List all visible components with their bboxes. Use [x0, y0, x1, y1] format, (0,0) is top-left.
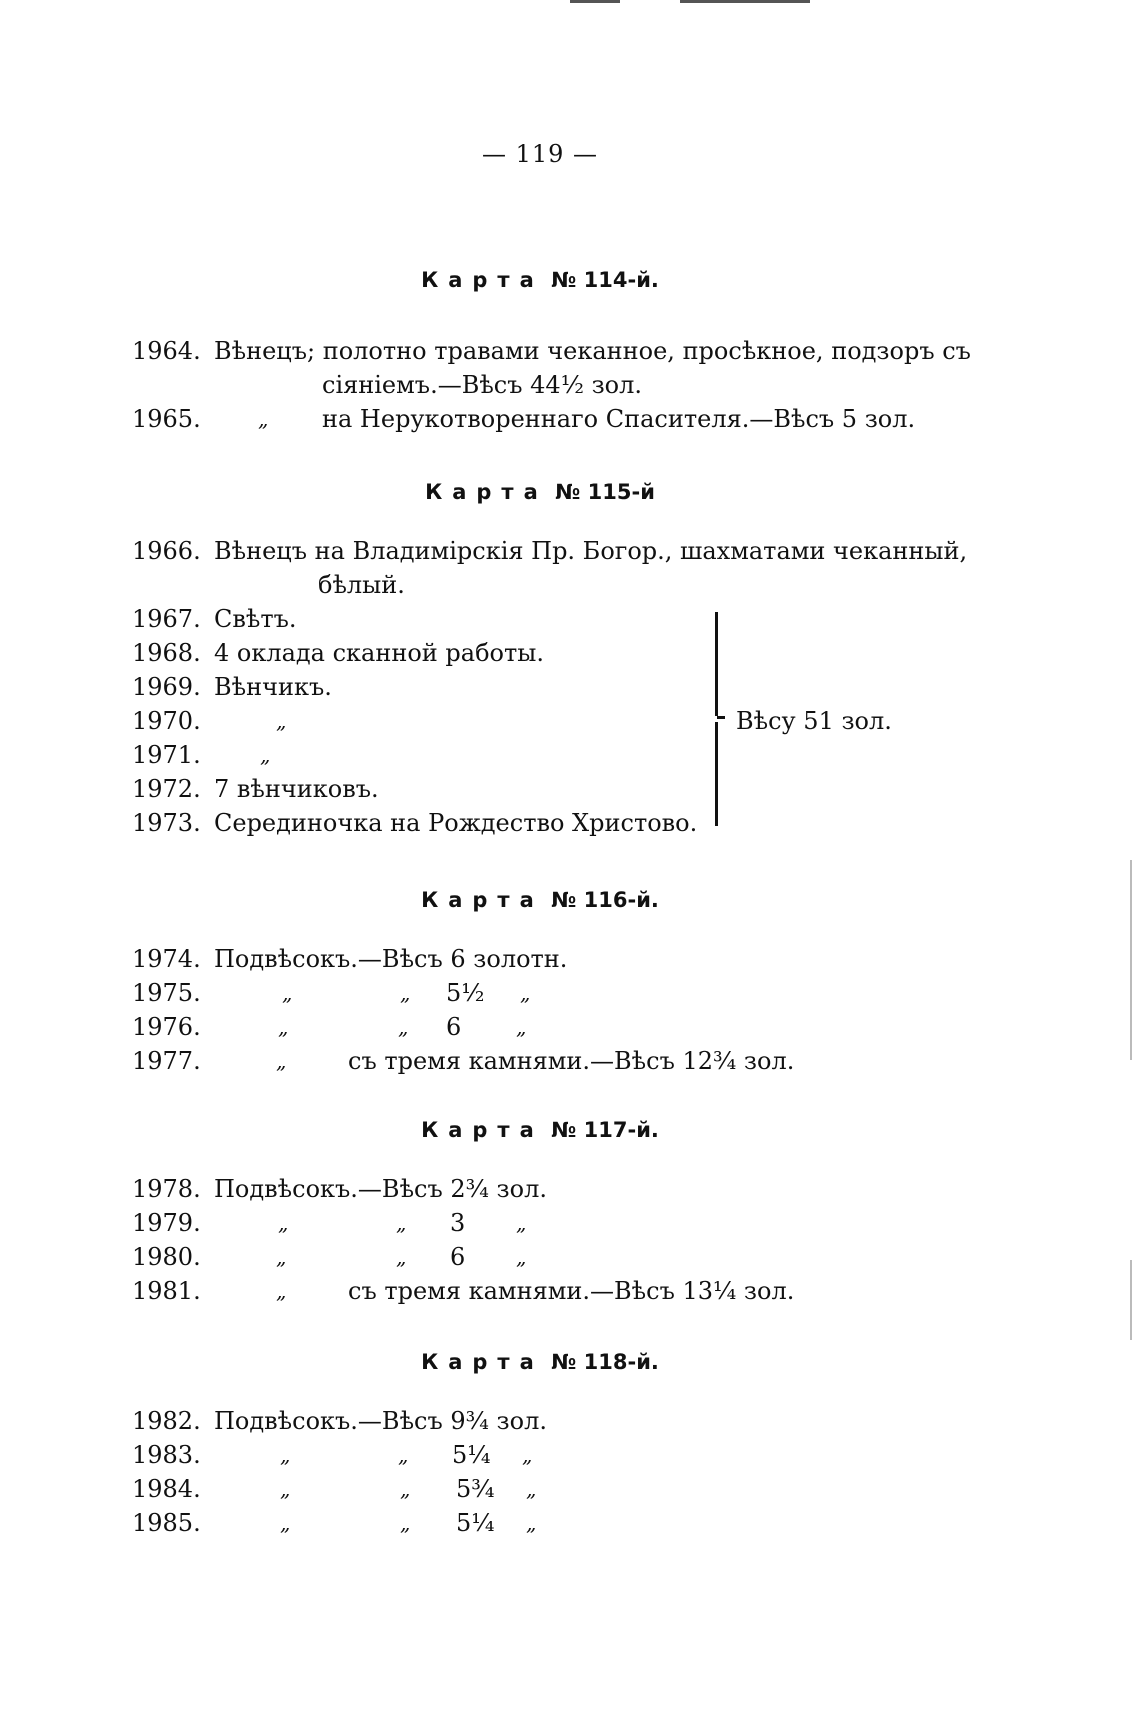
ditto-mark: „	[276, 1279, 287, 1303]
card-heading-117	[0, 1118, 1080, 1142]
ditto-mark: „	[400, 981, 411, 1005]
ditto-mark: „	[522, 1443, 533, 1467]
ditto-mark: „	[526, 1511, 537, 1535]
item-value: 6	[450, 1243, 466, 1271]
list-item	[0, 334, 1080, 368]
item-value: 5¼	[456, 1509, 495, 1537]
list-item-continuation	[0, 568, 1080, 602]
ditto-mark: „	[258, 407, 269, 431]
ditto-mark: „	[278, 1015, 289, 1039]
card-number: № 116-й.	[551, 888, 659, 912]
item-number: 1977.	[132, 1047, 201, 1075]
list-item	[0, 976, 1080, 1010]
brace-note	[0, 704, 1080, 738]
list-item	[0, 1274, 1080, 1308]
item-text: Свѣтъ.	[214, 605, 297, 633]
top-edge-mark	[680, 0, 810, 3]
ditto-mark: „	[276, 1049, 287, 1073]
list-item	[0, 738, 1080, 772]
ditto-mark: „	[400, 1477, 411, 1501]
item-number: 1980.	[132, 1243, 201, 1271]
ditto-mark: „	[516, 1211, 527, 1235]
list-item	[0, 636, 1080, 670]
item-text: Вѣнецъ на Владимірскія Пр. Богор., шахматами чеканный,	[214, 537, 968, 565]
ditto-mark: „	[280, 1443, 291, 1467]
item-value: 6	[446, 1013, 462, 1041]
item-number: 1978.	[132, 1175, 201, 1203]
item-text: Подвѣсокъ.—Вѣсъ 6 золотн.	[214, 945, 568, 973]
item-number: 1981.	[132, 1277, 201, 1305]
ditto-mark: „	[280, 1477, 291, 1501]
ditto-mark: „	[280, 1511, 291, 1535]
item-value: 5½	[446, 979, 485, 1007]
item-number: 1979.	[132, 1209, 201, 1237]
weight-note: Вѣсу 51 зол.	[736, 707, 892, 735]
page-number: — 119 —	[481, 140, 599, 168]
list-item	[0, 1206, 1080, 1240]
item-text: Подвѣсокъ.—Вѣсъ 2¾ зол.	[214, 1175, 547, 1203]
item-number: 1982.	[132, 1407, 201, 1435]
card-number: № 118-й.	[551, 1350, 659, 1374]
item-number: 1972.	[132, 775, 201, 803]
ditto-mark: „	[398, 1015, 409, 1039]
list-item	[0, 1506, 1080, 1540]
item-text: съ тремя камнями.—Вѣсъ 13¼ зол.	[348, 1277, 795, 1305]
ditto-mark: „	[396, 1245, 407, 1269]
list-item	[0, 534, 1080, 568]
item-number: 1975.	[132, 979, 201, 1007]
item-number: 1964.	[132, 337, 201, 365]
list-item	[0, 1438, 1080, 1472]
list-item	[0, 670, 1080, 704]
item-text: съ тремя камнями.—Вѣсъ 12¾ зол.	[348, 1047, 795, 1075]
item-number: 1973.	[132, 809, 201, 837]
item-text: Вѣнецъ; полотно травами чеканное, просѣкное, подзоръ съ	[214, 337, 971, 365]
item-number: 1984.	[132, 1475, 201, 1503]
list-item	[0, 602, 1080, 636]
card-number: № 117-й.	[551, 1118, 659, 1142]
item-number: 1976.	[132, 1013, 201, 1041]
ditto-mark: „	[278, 1211, 289, 1235]
item-text: Подвѣсокъ.—Вѣсъ 9¾ зол.	[214, 1407, 547, 1435]
ditto-mark: „	[260, 743, 271, 767]
ditto-mark: „	[276, 1245, 287, 1269]
item-number: 1983.	[132, 1441, 201, 1469]
ditto-mark: „	[526, 1477, 537, 1501]
ditto-mark: „	[396, 1211, 407, 1235]
card-number: № 115-й	[555, 480, 655, 504]
karta-word: Карта	[425, 480, 548, 504]
edge-mark	[1130, 1260, 1132, 1340]
item-text: Вѣнчикъ.	[214, 673, 332, 701]
list-item	[0, 1010, 1080, 1044]
ditto-mark: „	[516, 1245, 527, 1269]
card-heading-115	[0, 480, 1080, 504]
ditto-mark: „	[520, 981, 531, 1005]
list-item	[0, 1240, 1080, 1274]
item-number: 1966.	[132, 537, 201, 565]
item-text: Серединочка на Рождество Христово.	[214, 809, 698, 837]
karta-word: Карта	[421, 888, 544, 912]
item-text: бѣлый.	[318, 571, 405, 599]
item-value: 5¾	[456, 1475, 495, 1503]
item-number: 1965.	[132, 405, 201, 433]
list-item	[0, 942, 1080, 976]
list-item	[0, 1044, 1080, 1078]
item-number: 1967.	[132, 605, 201, 633]
item-text: 7 вѣнчиковъ.	[214, 775, 379, 803]
item-number: 1969.	[132, 673, 201, 701]
item-value: 3	[450, 1209, 466, 1237]
list-item-continuation	[0, 368, 1080, 402]
list-item	[0, 1404, 1080, 1438]
item-text: 4 оклада сканной работы.	[214, 639, 545, 667]
list-item	[0, 806, 1080, 840]
list-item	[0, 1172, 1080, 1206]
karta-word: Карта	[421, 268, 544, 292]
item-value: 5¼	[452, 1441, 491, 1469]
card-heading-118	[0, 1350, 1080, 1374]
karta-word: Карта	[421, 1118, 544, 1142]
list-item	[0, 772, 1080, 806]
item-text: сіяніемъ.—Вѣсъ 44½ зол.	[322, 371, 642, 399]
ditto-mark: „	[400, 1511, 411, 1535]
ditto-mark: „	[282, 981, 293, 1005]
item-number: 1974.	[132, 945, 201, 973]
card-heading-114	[0, 268, 1080, 292]
card-number: № 114-й.	[551, 268, 659, 292]
brace-upper	[715, 612, 718, 716]
list-item	[0, 1472, 1080, 1506]
ditto-mark: „	[516, 1015, 527, 1039]
edge-mark	[1130, 860, 1132, 1060]
top-edge-mark	[570, 0, 620, 3]
item-text: на Нерукотвореннаго Спасителя.—Вѣсъ 5 зол.	[322, 405, 916, 433]
item-number: 1968.	[132, 639, 201, 667]
ditto-mark: „	[276, 709, 287, 733]
karta-word: Карта	[421, 1350, 544, 1374]
item-number: 1985.	[132, 1509, 201, 1537]
item-number: 1970.	[132, 707, 201, 735]
item-number: 1971.	[132, 741, 201, 769]
ditto-mark: „	[398, 1443, 409, 1467]
list-item	[0, 402, 1080, 436]
card-heading-116	[0, 888, 1080, 912]
